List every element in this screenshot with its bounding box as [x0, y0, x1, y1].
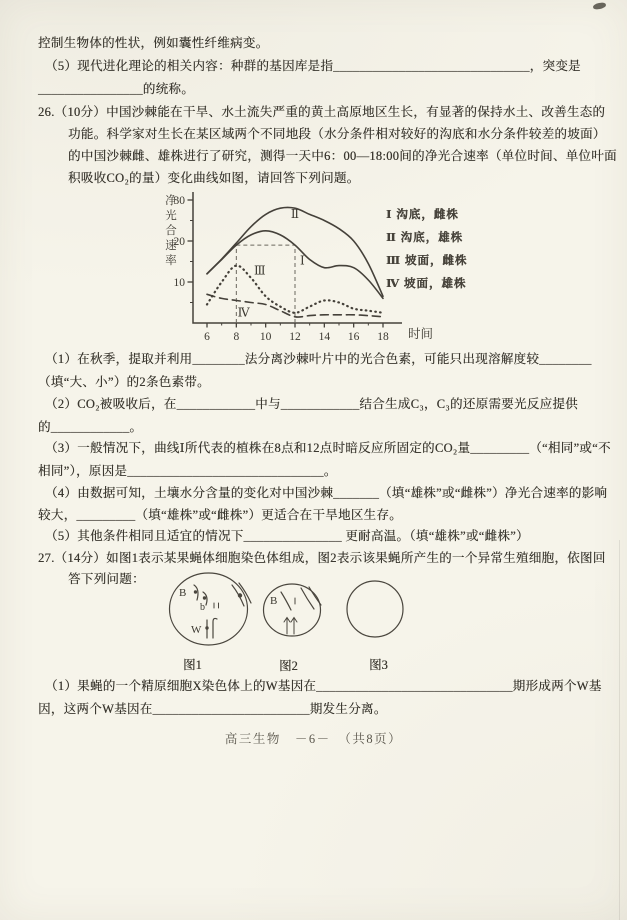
question-26-4-line2: 较大，_________（填“雄株”或“雌株”）更适合在干旱地区生存。	[38, 508, 402, 522]
legend-item-3: Ⅲ 坡面，雌株	[386, 255, 468, 267]
cell-diagrams-canvas	[150, 572, 450, 664]
x-tick-label: 16	[347, 331, 360, 343]
question-27-stem-line1: 27.（14分）如图1表示某果蝇体细胞染色体组成，图2表示该果蝇所产生的一个异常生殖细胞，依图回	[38, 551, 606, 565]
figure2-chromosome-B	[281, 592, 291, 610]
figure1-cell-membrane	[170, 573, 248, 645]
question-26-3-line2: 相同”），原因是______________________________。	[38, 464, 337, 478]
question-25-5-line2: ________________的统称。	[38, 82, 194, 96]
figure1-y-chromosome	[213, 618, 217, 638]
x-tick-label: 10	[259, 331, 272, 343]
x-tick-label: 12	[289, 331, 301, 343]
chart-legend	[386, 204, 467, 296]
question-25-5-line1: （5）现代进化理论的相关内容：种群的基因库是指______________________________，突变是	[45, 59, 581, 73]
figure1-label-gene-W: W	[191, 624, 202, 636]
figure3-cell-membrane	[347, 581, 403, 637]
curve-label-Ⅱ: Ⅱ	[290, 207, 300, 222]
question-26-stem-line3: 的中国沙棘雌、雄株进行了研究，测得一天中6：00—18:00间的净光合速率（单位时间、单位叶面	[68, 149, 617, 163]
question-26-2-line2: 的____________。	[38, 420, 143, 434]
curve-label-Ⅰ: Ⅰ	[299, 253, 305, 268]
question-26-4-line1: （4）由数据可知，土壤水分含量的变化对中国沙棘_______（填“雄株”或“雌株”）净光合速率的影响	[45, 486, 608, 500]
y-axis-title-char: 净	[165, 195, 177, 207]
y-axis-title-char: 合	[165, 225, 177, 237]
question-26-5-line: （5）其他条件相同且适宜的情况下_______________ 更耐高温。（填“雄株”或“雌株”）	[45, 529, 529, 543]
y-axis-title-char: 率	[165, 255, 177, 267]
question-26-stem-line2: 功能。科学家对生长在某区域两个不同地段（水分条件相对较好的沟底和水分条件较差的坡面）	[68, 127, 606, 141]
y-tick-label: 20	[173, 236, 185, 248]
cell-diagrams	[150, 572, 450, 664]
x-tick-label: 8	[233, 331, 240, 343]
question-26-stem-line4: 积吸收CO₂的量）变化曲线如图，请回答下列问题。	[68, 171, 360, 185]
legend-item-1: Ⅰ 沟底，雌株	[386, 209, 459, 221]
figure1-caption: 图1	[183, 658, 202, 672]
scan-artifact	[593, 2, 607, 10]
x-tick-label: 14	[318, 331, 331, 343]
question-26-stem-line1: 26.（10分）中国沙棘能在干旱、水土流失严重的黄土高原地区生长，有显著的保持水土、改善生态的	[38, 105, 606, 119]
question-27-1-line2: 因，这两个W基因在________________________期发生分离。	[38, 702, 387, 716]
page-footer: 高三生物 －6－ （共8页）	[224, 732, 403, 746]
question-26-2-line1: （2）CO₂被吸收后，在____________中与____________结合生成C₃，C₃的还原需要光反应提供	[45, 397, 578, 411]
y-tick-label: 10	[173, 277, 185, 289]
x-axis-title: 时间	[408, 327, 434, 341]
y-axis-title-char: 速	[165, 240, 177, 252]
y-tick-label: 30	[173, 195, 185, 207]
figure2-rod-chromosome-1	[284, 618, 290, 635]
y-axis-title-char: 光	[165, 210, 177, 222]
question-26-1-line1: （1）在秋季，提取并利用________法分离沙棘叶片中的光合色素，可能只出现溶解度较________	[45, 352, 592, 366]
curve-label-Ⅲ: Ⅲ	[254, 263, 266, 278]
legend-item-2: Ⅱ 沟底，雄株	[386, 232, 464, 244]
chart-canvas	[140, 186, 627, 354]
question-26-1-line2: （填“大、小”）的2条色素带。	[38, 375, 210, 389]
text-line-cystic-fibrosis: 控制生物体的性状，例如囊性纤维病变。	[38, 36, 269, 50]
question-27-1-line1: （1）果蝇的一个精原细胞X染色体上的W基因在______________________________期形成两个W基	[45, 679, 602, 693]
x-tick-label: 18	[377, 331, 389, 343]
legend-item-4: Ⅳ 坡面，雄株	[386, 278, 467, 290]
figure2-rod-chromosome-2	[291, 618, 297, 635]
figure1-label-gene-B: B	[179, 587, 187, 599]
question-26-3-line1: （3）一般情况下，曲线Ⅰ所代表的植株在8点和12点时暗反应所固定的CO₂量_________（“相同”或“不	[45, 441, 611, 455]
question-27-stem-line2: 答下列问题：	[68, 572, 145, 586]
curve-label-Ⅳ: Ⅳ	[237, 305, 250, 320]
figure2-chromosome-b	[309, 587, 321, 605]
photosynthesis-chart	[140, 186, 627, 354]
figure2-label-gene-B: B	[270, 595, 278, 607]
figure3-caption: 图3	[369, 658, 388, 672]
figure1-dot-chromosome-pair	[214, 603, 219, 608]
figure1-label-gene-b: b	[200, 602, 205, 613]
x-tick-label: 6	[204, 331, 210, 343]
figure2-caption: 图2	[279, 659, 298, 673]
